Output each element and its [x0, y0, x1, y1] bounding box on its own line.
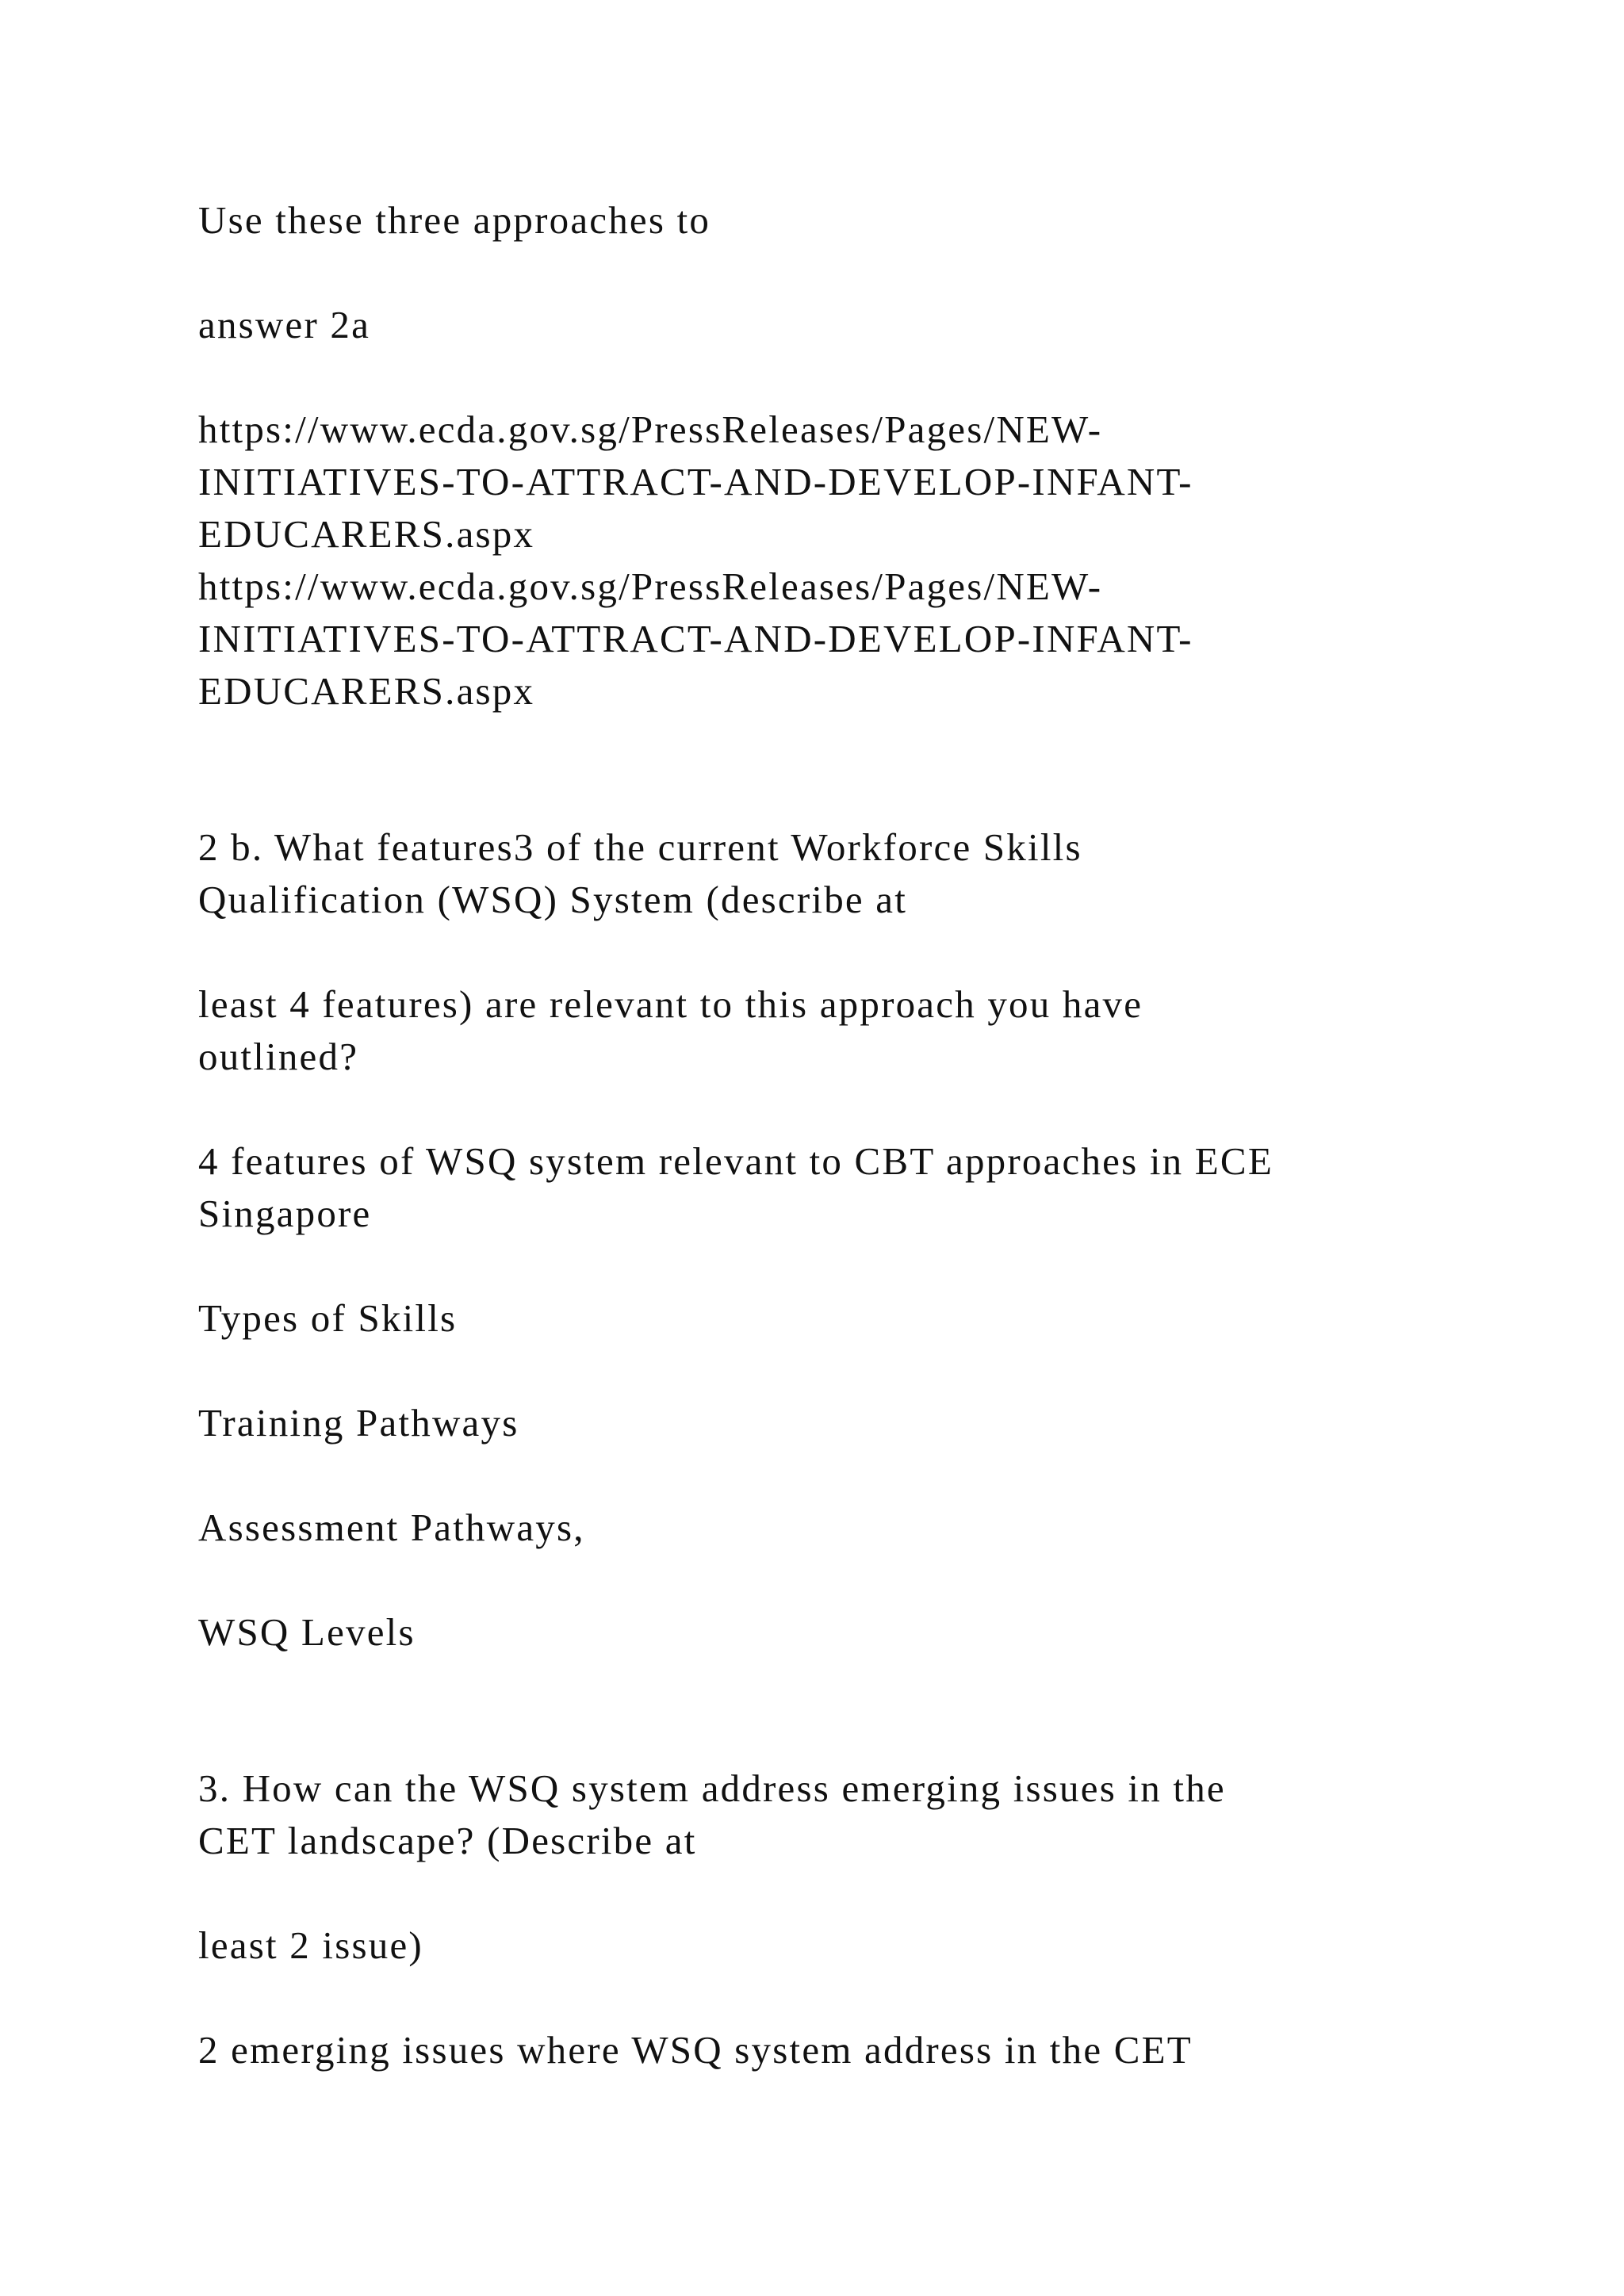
feature-wsq-levels: WSQ Levels: [198, 1610, 416, 1654]
question-2b: 2 b. What features3 of the current Workforce Skills Qualification (WSQ) System (describe at: [198, 825, 1082, 921]
question-3: 3. How can the WSQ system address emerging issues in the CET landscape? (Describe at: [198, 1766, 1226, 1862]
reference-urls: https://www.ecda.gov.sg/PressReleases/Pages/NEW- INITIATIVES-TO-ATTRACT-AND-DEVELOP-INFANT- EDUCARERS.aspx https://www.ecda.gov.sg/PressReleases/Pages/NEW- INITIATIVES-TO-ATTRACT-AND-DEVELOP-INFANT- EDUCARERS.aspx: [198, 408, 1193, 713]
emerging-issues-heading: 2 emerging issues where WSQ system address in the CET: [198, 2028, 1193, 2072]
feature-training-pathways: Training Pathways: [198, 1401, 519, 1445]
intro-line: Use these three approaches to: [198, 198, 711, 242]
question-3-continued: least 2 issue): [198, 1923, 423, 1967]
feature-types-of-skills: Types of Skills: [198, 1296, 458, 1340]
feature-assessment-pathways: Assessment Pathways,: [198, 1506, 585, 1549]
question-2b-continued: least 4 features) are relevant to this approach you have outlined?: [198, 982, 1143, 1078]
wsq-features-heading: 4 features of WSQ system relevant to CBT approaches in ECE Singapore: [198, 1139, 1274, 1235]
answer-2a-line: answer 2a: [198, 303, 371, 346]
